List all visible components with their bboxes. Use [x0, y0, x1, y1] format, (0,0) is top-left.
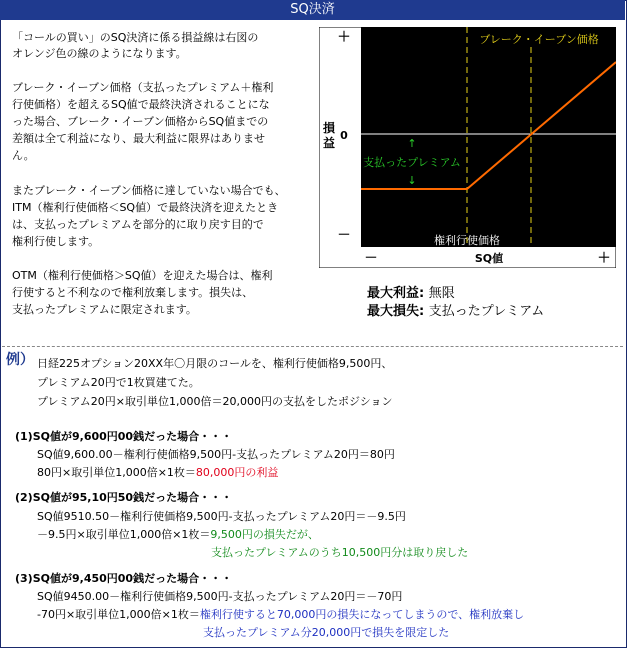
y-axis-label-top: 損	[322, 121, 336, 135]
y-axis-label-bottom: 益	[322, 136, 336, 150]
premium-arrow-down: ↓	[407, 174, 417, 187]
breakeven-label: ブレーク・イーブン価格	[479, 33, 599, 46]
case-calc-line: SQ値9450.00－権利行使価格9,500円-支払ったプレミアム20円＝－70円	[37, 590, 403, 603]
payoff-diagram	[319, 27, 616, 268]
case-result-line	[37, 607, 524, 623]
case-calc-line: SQ値9510.50－権利行使価格9,500円-支払ったプレミアム20円＝－9.5円	[37, 510, 406, 523]
case-result-continuation: 支払ったプレミアムのうち10,500円分は取り戻した	[211, 546, 469, 559]
x-plus-label: ＋	[597, 251, 611, 266]
case-result-highlight: 権利行使すると70,000円の損失になってしまうので、権利放棄し	[199, 608, 525, 621]
case-result-line	[37, 527, 319, 543]
case-heading: (2)SQ値が95,10円50銭だった場合・・・	[15, 491, 233, 504]
case-heading: (3)SQ値が9,450円00銭だった場合・・・	[15, 572, 233, 585]
max-loss-label: 最大損失:	[367, 304, 425, 319]
premium-label: 支払ったプレミアム	[363, 156, 461, 169]
case-result-highlight: 9,500円の損失だが、	[210, 528, 319, 541]
intro-line: 権利行使します。	[12, 235, 100, 248]
case-result-text: －9.5円×取引単位1,000倍×1枚＝	[37, 528, 211, 541]
y-minus-label: －	[337, 228, 351, 243]
intro-line: は、支払ったプレミアムを部分的に取り戻す目的で	[12, 218, 264, 231]
intro-line: 行使すると不利なので権利放棄します。損失は、	[12, 286, 254, 299]
max-profit	[367, 285, 455, 303]
section-divider	[2, 346, 623, 347]
example-line: 日経225オプション20XX年〇月限のコールを、権利行使価格9,500円、	[37, 357, 393, 370]
intro-line: ん。	[12, 149, 35, 162]
intro-line: OTM（権利行使価格＞SQ値）を迎えた場合は、権利	[12, 269, 273, 282]
max-profit-value: 無限	[428, 286, 455, 301]
intro-line: 「コールの買い」のSQ決済に係る損益線は右図の	[12, 31, 259, 44]
panel-title: SQ決済	[0, 0, 625, 20]
max-loss	[367, 303, 544, 321]
intro-line: またブレーク・イーブン価格に達していない場合でも、	[12, 184, 286, 197]
intro-line: 支払ったプレミアムに限定されます。	[12, 303, 197, 316]
intro-line: 差額は全て利益になり、最大利益に限界はありませ	[12, 132, 265, 145]
max-loss-value: 支払ったプレミアム	[428, 304, 545, 319]
example-label: 例）	[6, 352, 34, 368]
premium-arrow-up: ↑	[407, 137, 417, 150]
intro-line: ITM（権利行使価格＜SQ値）で最終決済を迎えたとき	[12, 201, 279, 214]
strike-label: 権利行使価格	[434, 234, 500, 247]
intro-line: ブレーク・イーブン価格（支払ったプレミアム＋権利	[12, 81, 274, 94]
intro-line: 行使価格）を超えるSQ値で最終決済されることにな	[12, 98, 270, 111]
max-profit-label: 最大利益:	[367, 286, 425, 301]
case-result-continuation: 支払ったプレミアム分20,000円で損失を限定した	[203, 626, 450, 639]
example-line: プレミアム20円で1枚買建てた。	[37, 376, 200, 389]
y-zero-label: 0	[340, 129, 348, 142]
case-result-text: -70円×取引単位1,000倍×1枚＝	[37, 608, 200, 621]
x-axis-label: SQ値	[474, 252, 504, 265]
intro-line: った場合、ブレーク・イーブン価格からSQ値までの	[12, 115, 269, 128]
case-calc-line: SQ値9,600.00－権利行使価格9,500円-支払ったプレミアム20円＝80円	[37, 448, 395, 461]
case-result-text: 80円×取引単位1,000倍×1枚＝	[37, 466, 196, 479]
plot-area	[361, 27, 616, 247]
y-plus-label: ＋	[337, 30, 351, 45]
case-result-line	[37, 465, 278, 481]
intro-line: オレンジ色の線のようになります。	[12, 47, 187, 60]
x-minus-label: －	[364, 251, 378, 266]
case-heading: (1)SQ値が9,600円00銭だった場合・・・	[15, 430, 233, 443]
case-result-highlight: 80,000円の利益	[195, 466, 279, 479]
example-line: プレミアム20円×取引単位1,000倍＝20,000円の支払をしたポジション	[37, 395, 393, 408]
